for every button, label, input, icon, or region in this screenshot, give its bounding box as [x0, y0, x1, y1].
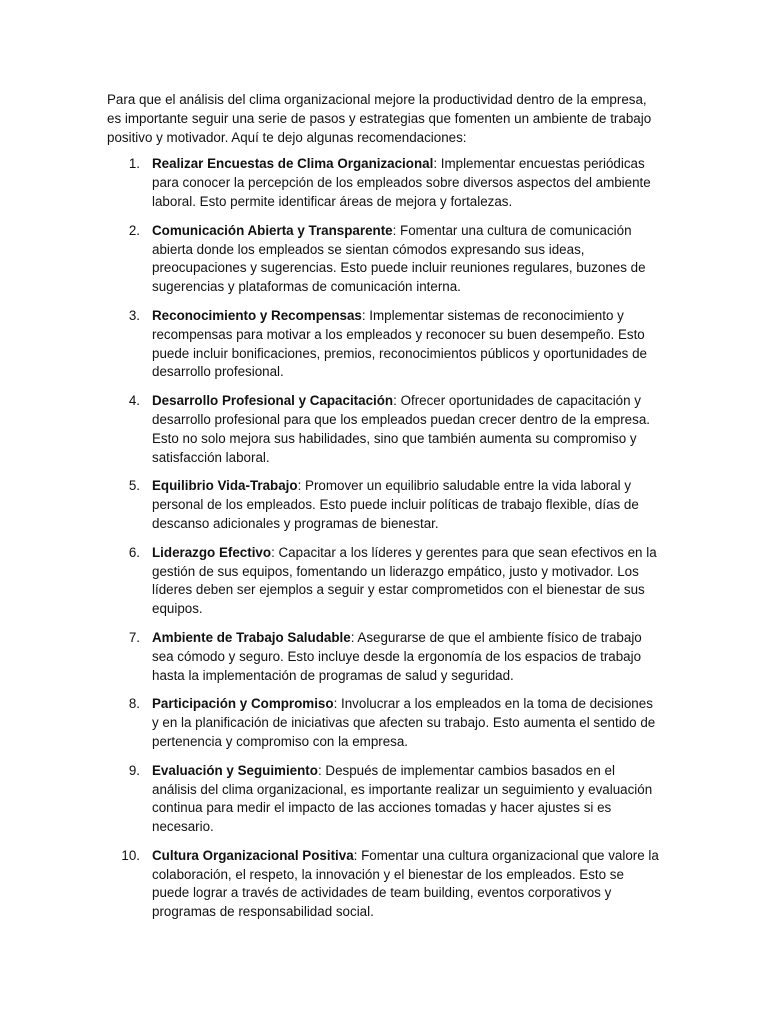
- intro-paragraph: Para que el análisis del clima organizacional mejore la productividad dentro de la empresa, es importante seguir una serie de pasos y estrategias que fomenten un ambiente de trabajo positivo y motivador. Aquí te dejo algunas recomendaciones:: [107, 92, 652, 145]
- list-item-number: 6.: [128, 544, 140, 560]
- list-item-text: : Implementar encuestas periódicas para conocer la percepción de los empleados sobre diversos aspectos del ambiente laboral. Esto permite identificar áreas de mejora y fortalezas.: [152, 156, 651, 209]
- list-item-text: : Capacitar a los líderes y gerentes para que sean efectivos en la gestión de sus equipos, fomentando un liderazgo empático, justo y motivador. Los líderes deben ser ejemplos a seguir y estar comprometidos con el bienestar de sus equipos.: [152, 544, 657, 617]
- list-item-title: Cultura Organizacional Positiva: [152, 847, 354, 863]
- list-item: [107, 629, 663, 685]
- list-item: [107, 155, 663, 211]
- list-item-number: 5.: [128, 478, 140, 494]
- list-item-title: Ambiente de Trabajo Saludable: [152, 629, 351, 645]
- recommendations-list: [107, 155, 663, 922]
- list-item: [107, 392, 663, 467]
- document-page: [107, 91, 663, 932]
- list-item-number: 9.: [128, 762, 140, 778]
- list-item-text: : Después de implementar cambios basados en el análisis del clima organizacional, es importante realizar un seguimiento y evaluación continua para medir el impacto de las acciones tomadas y hacer ajustes si es necesario.: [152, 762, 653, 835]
- list-item-title: Liderazgo Efectivo: [152, 544, 272, 560]
- list-item-text: : Fomentar una cultura organizacional que valore la colaboración, el respeto, la innovación y el bienestar de los empleados. Esto se puede lograr a través de actividades de team building, eventos corporativos y programas de responsabilidad social.: [152, 847, 659, 920]
- list-item: [107, 695, 663, 751]
- list-item: [107, 762, 663, 837]
- list-item-title: Desarrollo Profesional y Capacitación: [152, 393, 394, 409]
- list-item-title: Evaluación y Seguimiento: [152, 762, 318, 778]
- list-item-text: : Ofrecer oportunidades de capacitación y desarrollo profesional para que los empleados puedan crecer dentro de la empresa. Esto no solo mejora sus habilidades, sino que también aumenta su compromiso y satisfacción laboral.: [152, 393, 650, 465]
- list-item-text: : Involucrar a los empleados en la toma de decisiones y en la planificación de iniciativas que afecten su trabajo. Esto aumenta el sentido de pertenencia y compromiso con la empresa.: [152, 696, 656, 749]
- list-item-number: 3.: [128, 307, 140, 323]
- list-item-number: 8.: [128, 696, 140, 712]
- list-item-number: 10.: [121, 847, 140, 863]
- list-item-title: Reconocimiento y Recompensas: [152, 307, 362, 323]
- list-item-title: Participación y Compromiso: [152, 696, 334, 712]
- list-item-text: : Promover un equilibrio saludable entre la vida laboral y personal de los empleados. Esto puede incluir políticas de trabajo flexible, días de descanso adicionales y programas de bienestar.: [152, 478, 639, 531]
- list-item: [107, 847, 663, 922]
- list-item: [107, 307, 663, 382]
- list-item-title: Equilibrio Vida-Trabajo: [152, 478, 298, 494]
- list-item: [107, 222, 663, 297]
- list-item-number: 4.: [128, 393, 140, 409]
- list-item: [107, 544, 663, 619]
- list-item-text: : Fomentar una cultura de comunicación abierta donde los empleados se sientan cómodos expresando sus ideas, preocupaciones y sugerencias. Esto puede incluir reuniones regulares, buzones de sugerencias y plataformas de comunicación interna.: [152, 222, 646, 295]
- list-item-text: : Implementar sistemas de reconocimiento y recompensas para motivar a los empleados y reconocer su buen desempeño. Esto puede incluir bonificaciones, premios, reconocimientos públicos y oportunidades de desarrollo profesional.: [152, 307, 647, 380]
- list-item: [107, 477, 663, 533]
- list-item-title: Realizar Encuestas de Clima Organizacional: [152, 156, 434, 172]
- list-item-number: 2.: [128, 222, 140, 238]
- list-item-title: Comunicación Abierta y Transparente: [152, 222, 393, 238]
- list-item-number: 7.: [128, 629, 140, 645]
- list-item-text: : Asegurarse de que el ambiente físico de trabajo sea cómodo y seguro. Esto incluye desde la ergonomía de los espacios de trabajo hasta la implementación de programas de salud y seguridad.: [152, 629, 642, 683]
- list-item-number: 1.: [128, 156, 140, 172]
